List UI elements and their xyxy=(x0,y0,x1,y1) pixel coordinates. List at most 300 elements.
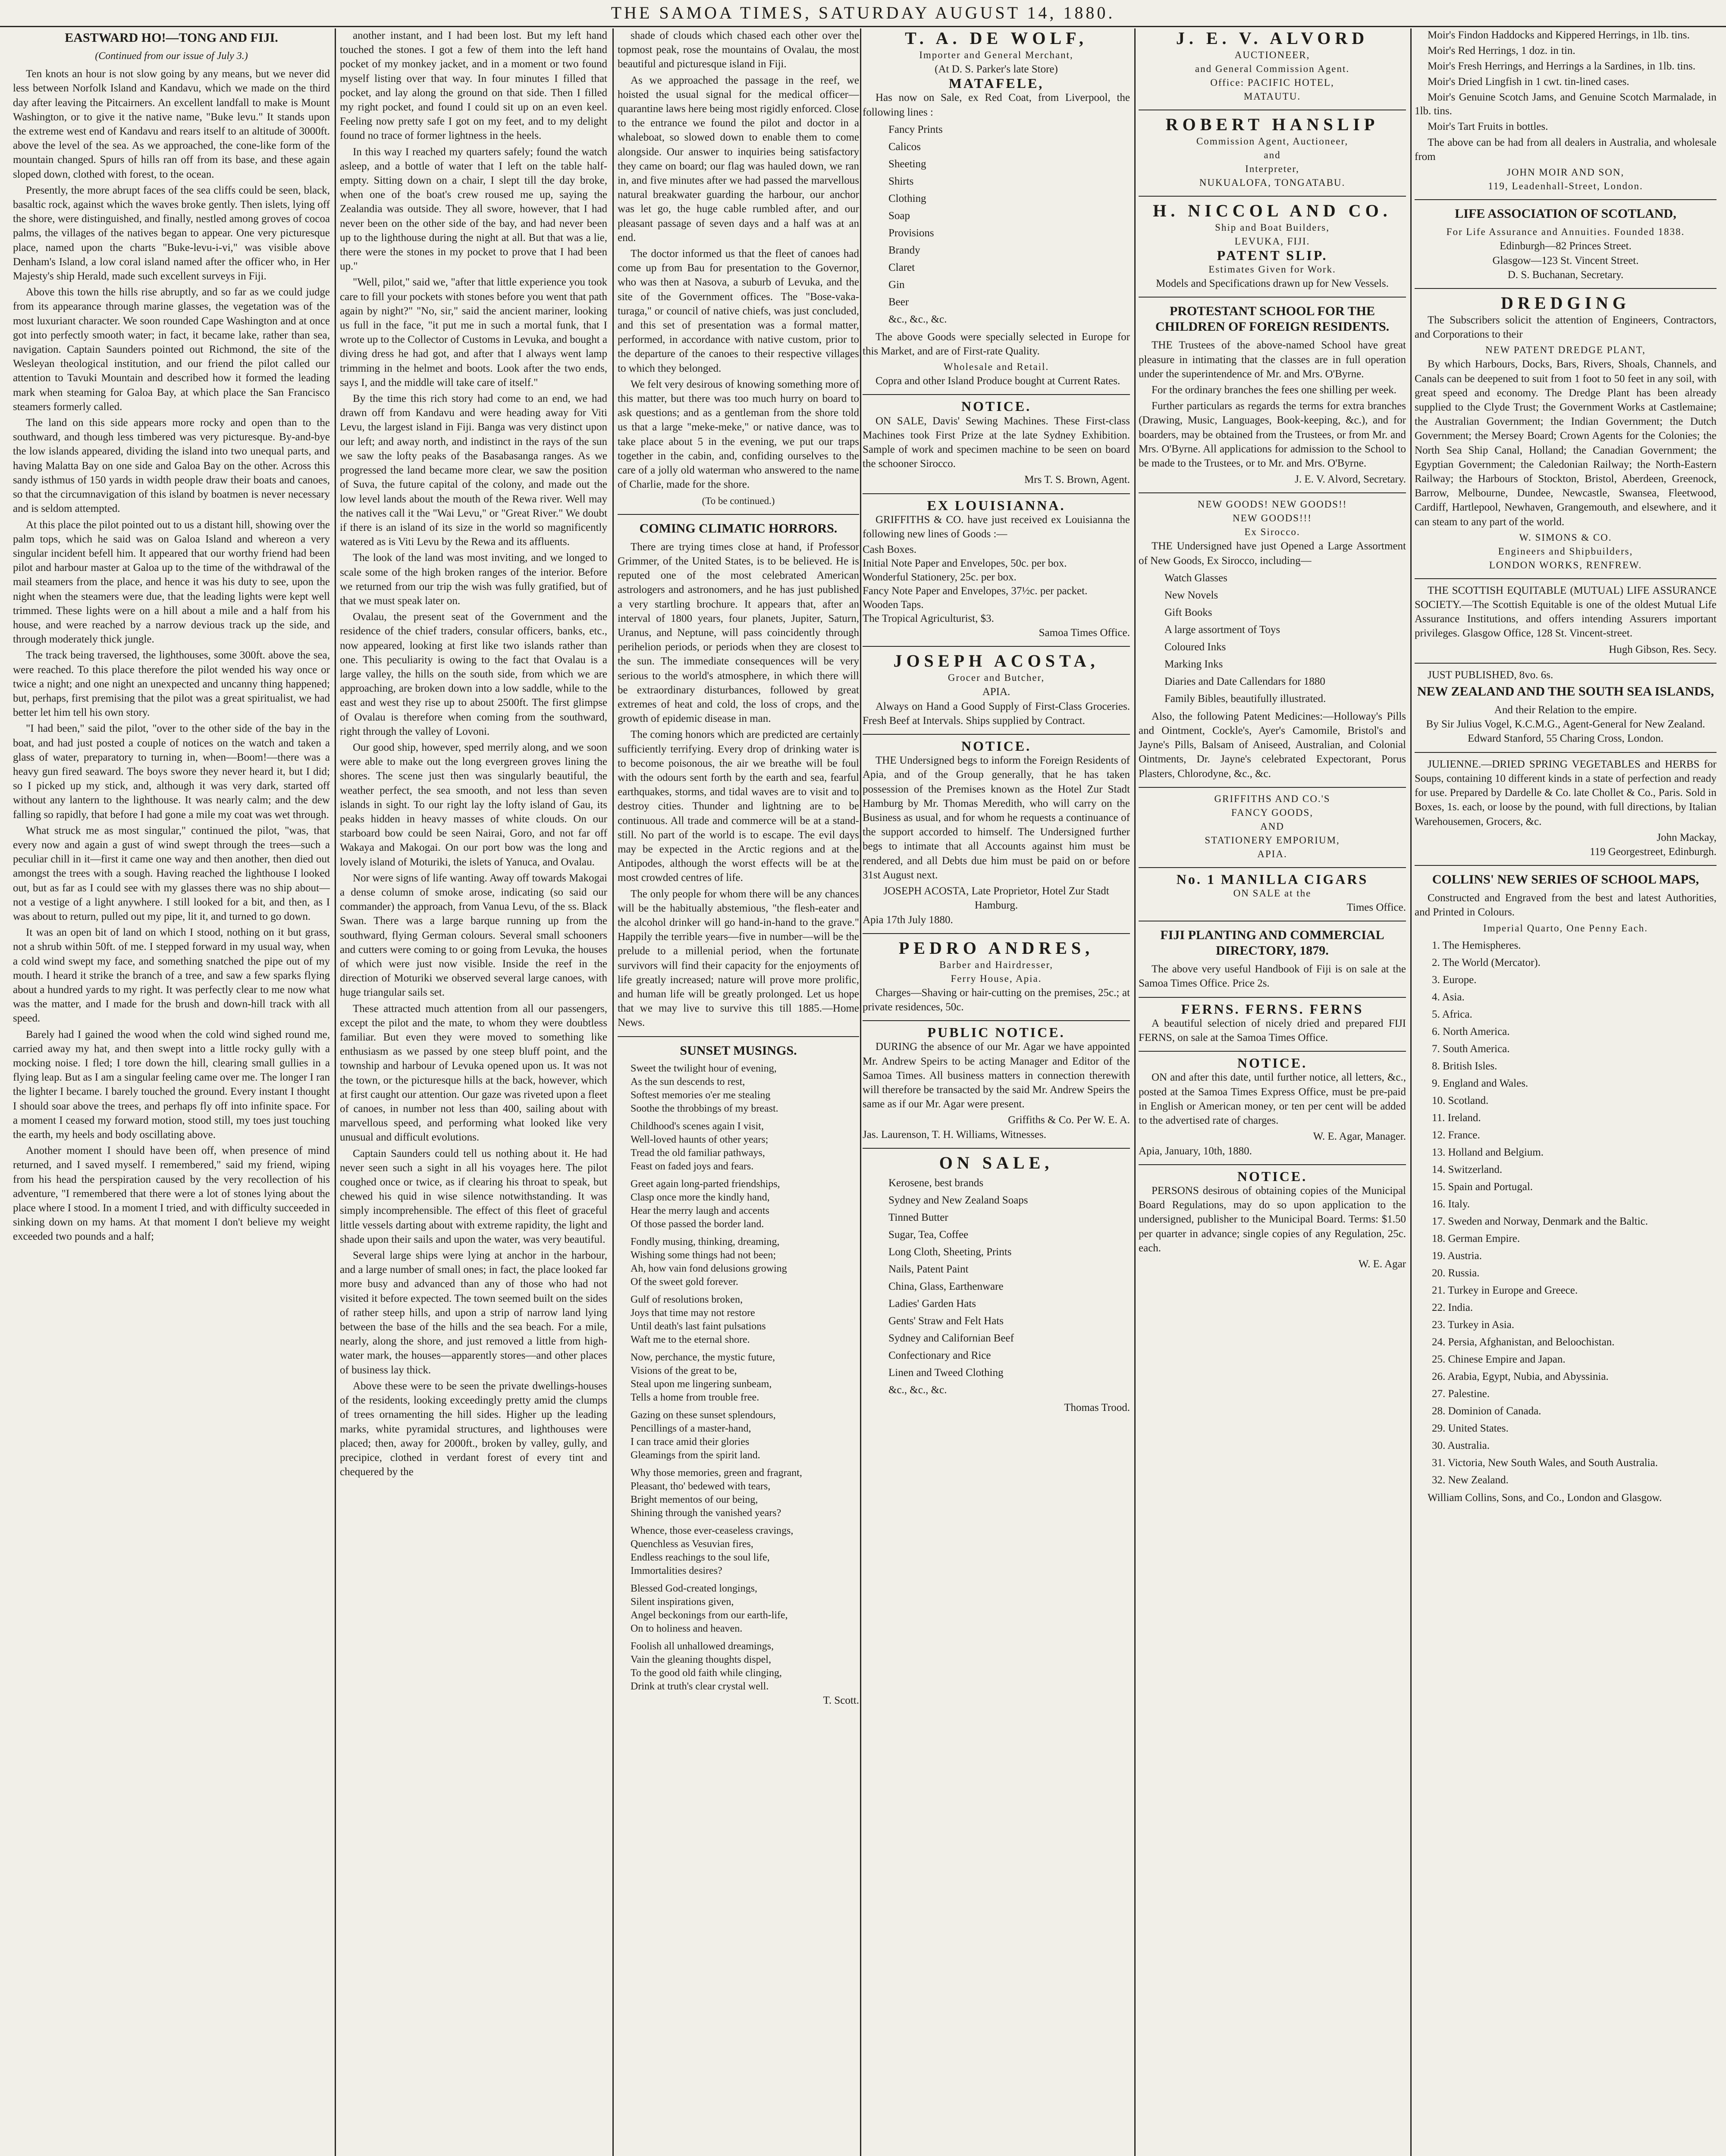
list-item: 28. Dominion of Canada. xyxy=(1432,1405,1541,1417)
notice-text: ON SALE, Davis' Sewing Machines. These First-class Machines took First Prize at the late Sydney Exhibition. Sample of work and specimen machine to be seen on board the schooner Sirocco. xyxy=(863,415,1130,470)
collins-ad xyxy=(1415,865,1717,1505)
list-item: Moir's Dried Lingfish in 1 cwt. tin-lined cases. xyxy=(1428,76,1629,88)
dewolf-place: MATAFELE, xyxy=(948,75,1044,91)
andres-place: Ferry House, Apia. xyxy=(951,973,1042,984)
paragraph: "Well, pilot," said we, "after that little experience you took care to fill your pockets with stones before you went that path again by night?" "No, sir," said the ancient mariner, looking us full in the face, "it put me in such a mortal funk, that I wrote up to the Collector of Customs in Levuka, and bought a diving dress he had got, and after that I always went lamp trimming in the helmet and boots. Look after the two ends, says I, and the middle will take care of itself." xyxy=(340,276,607,389)
paragraph: Presently, the more abrupt faces of the sea cliffs could be seen, black, basaltic rock, against which the waves broke gently. Then islets, lying off the shore, were distinguished, and finally, nestled among groves of cocoa palms, the villages of the natives began to appear. One very picturesque place, named upon the charts "Buke-levu-i-vi," was visible above Denham's Island, a low coral island named after the officer who, in Her Majesty's ship Herald, made such excellent surveys in Fiji. xyxy=(13,184,330,282)
list-item: Linen and Tweed Clothing xyxy=(888,1366,1004,1379)
dewolf-ad xyxy=(863,28,1130,388)
newgoods-text2: Also, the following Patent Medicines:—Holloway's Pills and Ointment, Cockle's, Ayer's Camomile, Bristol's and Jayne's Pills, Balsam of Aniseed, Australian, and Colonial Ointments, Dr. Jayne's celebrated Expectorant, Porus Plasters, Chlorodyne, &c., &c. xyxy=(1139,710,1406,780)
manilla-sale: ON SALE at the xyxy=(1233,888,1312,899)
emporium-l1: GRIFFITHS AND CO.'S xyxy=(1214,793,1331,804)
acosta-place: APIA. xyxy=(982,686,1010,698)
julienne-sign: John Mackay, xyxy=(1657,831,1717,843)
list-item: Confectionary and Rice xyxy=(888,1349,991,1361)
published-text: JUST PUBLISHED, 8vo. 6s. xyxy=(1428,669,1553,681)
notice-sign: W. E. Agar xyxy=(1358,1258,1406,1270)
dredging-text: The Subscribers solicit the attention of Engineers, Contractors, and Corporations to their xyxy=(1415,314,1717,341)
poem-line: Drink at truth's clear crystal well. xyxy=(631,1680,769,1692)
onsale-items xyxy=(863,1175,1130,1399)
notice-sign: Mrs T. S. Brown, Agent. xyxy=(1024,474,1130,486)
notice-date: Apia 17th July 1880. xyxy=(863,914,953,926)
collins-title: COLLINS' NEW SERIES OF SCHOOL MAPS, xyxy=(1432,872,1699,887)
louisianna-items xyxy=(863,543,1130,626)
list-item: Sydney and Californian Beef xyxy=(888,1332,1014,1344)
ferns-ad xyxy=(1139,997,1406,1045)
published-sub: And their Relation to the empire. xyxy=(1494,704,1637,716)
poem-line: Steal upon me lingering sunbeam, xyxy=(631,1378,772,1390)
column-4 xyxy=(863,28,1130,2156)
directory-text: The above very useful Handbook of Fiji is on sale at the Samoa Times Office. Price 2s. xyxy=(1139,963,1406,990)
list-item: Clothing xyxy=(888,192,926,204)
manilla-ad xyxy=(1139,867,1406,915)
public-title: PUBLIC NOTICE. xyxy=(927,1025,1065,1040)
poem-line: Bright mementos of our being, xyxy=(631,1494,758,1505)
hanslip-ad xyxy=(1139,110,1406,190)
manilla-title: No. 1 MANILLA CIGARS xyxy=(1176,871,1368,887)
poem-line: Greet again long-parted friendships, xyxy=(631,1178,780,1190)
poem-line xyxy=(618,1116,859,1120)
list-item: &c., &c., &c. xyxy=(888,1384,947,1396)
poem-line: Angel beckonings from our earth-life, xyxy=(631,1609,788,1621)
continued-note: (To be continued.) xyxy=(702,495,775,506)
list-item: 22. India. xyxy=(1432,1301,1473,1313)
notice-text: PERSONS desirous of obtaining copies of the Municipal Board Regulations, may do so upon application to the undersigned, publisher to the Municipal Board. Terms: $1.50 per quarter in advance; single copies of any Regulation, 25c. each. xyxy=(1139,1185,1406,1254)
paragraph: Our good ship, however, sped merrily along, and we soon were able to make out the long evergreen groves lining the shores. The scene just then was singularly beautiful, the weather perfect, the sea smooth, and not less than seven islands in sight. To our right lay the lofty island of Gau, its peaks hidden in heavy masses of white clouds. On our starboard bow could be seen Nairai, Goro, and not far off Wakaya and Makogai. On our port bow was the long and lovely island of Moturiki, the islets of Yanuca, and Ovalau. xyxy=(340,741,607,868)
list-item: Fancy Prints xyxy=(888,123,943,135)
list-item: The Tropical Agriculturist, $3. xyxy=(863,613,994,625)
alvord-desc1: AUCTIONEER, xyxy=(1234,50,1310,60)
list-item: 14. Switzerland. xyxy=(1432,1163,1503,1175)
list-item: Coloured Inks xyxy=(1164,641,1226,653)
list-item: 31. Victoria, New South Wales, and South Australia. xyxy=(1432,1457,1658,1469)
poem-line: Shining through the vanished years? xyxy=(631,1507,781,1519)
poem-line xyxy=(618,1173,859,1178)
paragraph: Captain Saunders could tell us nothing about it. He had never seen such a sight in all his voyages here. The pilot coughed once or twice, as if clearing his throat to speak, but chewed his quid in wise silence notwithstanding. It was simply incomprehensible. The effect of this fleet of graceful little vessels darting about with extreme rapidity, the light and shade upon their sails and upon the water, was very beautiful. xyxy=(340,1147,607,1245)
notice-title: NOTICE. xyxy=(961,398,1032,414)
julienne-ad xyxy=(1415,752,1717,859)
list-item: Sugar, Tea, Coffee xyxy=(888,1228,969,1241)
poem-line: Gleamings from the spirit land. xyxy=(631,1449,760,1461)
list-item: 5. Africa. xyxy=(1432,1008,1472,1020)
list-item: Gents' Straw and Felt Hats xyxy=(888,1315,1004,1327)
masthead: THE SAMOA TIMES, SATURDAY AUGUST 14, 1880. xyxy=(0,0,1726,27)
list-item: Moir's Fresh Herrings, and Herrings a la Sardines, in 1lb. tins. xyxy=(1428,60,1696,72)
paragraph: Ten knots an hour is not slow going by any means, but we never did less between Norfolk Island and Kandavu, which we made on the third day after leaving the Pitcairners. An excellent landfall to make is Mount Washington, or to give it the native name, "Buke levu." It stands upon the extreme west end of Kandavu and rears itself to an altitude of 3000ft. above the level of the sea. As we approached, the cone-like form of the mountain changed. Spurs of hills ran off from its base, and these again sloped down, clothed with forest, to the ocean. xyxy=(13,68,330,180)
list-item: 9. England and Wales. xyxy=(1432,1077,1528,1089)
paragraph: The track being traversed, the lighthouses, some 300ft. above the sea, were reached. To this place therefore the pilot wended his way once or twice a night; and one night an unexpected and uncanny thing happened; but, perhaps, first premising that the pilot was a great spiritualist, we had better let him tell his own story. xyxy=(13,649,330,719)
list-item: Long Cloth, Sheeting, Prints xyxy=(888,1246,1012,1258)
paragraph: By the time this rich story had come to an end, we had drawn off from Kandavu and were heading away for Viti Levu, the largest island in Fiji. Banga was very distinct upon our left; and away north, and indistinct in the rays of the sun we saw the lofty peaks of the Basabasanga ranges. As we progressed the land became more clear, we saw the position of Suva, the future capital of the colony, and made out the low level lands about the mouth of the Rewa river. Well may the natives call it the "Wai Levu," or "Great River." We doubt if there is an island of its size in the world so magnificently watered as is Viti Levu by the Rewa and its affluents. xyxy=(340,393,607,548)
list-item: 25. Chinese Empire and Japan. xyxy=(1432,1353,1566,1365)
poem-line: Why those memories, green and fragrant, xyxy=(631,1467,802,1479)
paragraph: There are trying times close at hand, if Professor Grimmer, of the United States, is to be believed. He is reputed one of the most celebrated American astrologers and astronomers, and he has just published a very startling brochure. It appears that, after an interval of 1800 years, four planets, Jupiter, Saturn, Uranus, and Neptune, will pass coincidently through perihelion periods, or periods when they are closest to the sun. The immediate consequences will be very serious to the world's atmosphere, in which there will be extraordinary disturbances, followed by great extremes of heat and cold, the loss of crops, and the growth of epidemic disease in man. xyxy=(618,541,859,725)
hanslip-and: and xyxy=(1264,150,1281,160)
niccol-name: H. NICCOL AND CO. xyxy=(1153,201,1392,220)
poem-line: Until death's last faint pulsations xyxy=(631,1320,766,1332)
list-item: 24. Persia, Afghanistan, and Beloochistan. xyxy=(1432,1336,1615,1348)
list-item: Fancy Note Paper and Envelopes, 37½c. per packet. xyxy=(863,585,1088,597)
article-title: EASTWARD HO!—TONG AND FIJI. xyxy=(65,31,278,45)
hanslip-desc: Commission Agent, Auctioneer, xyxy=(1196,136,1349,147)
list-item: &c., &c., &c. xyxy=(888,313,947,325)
notice-municipal xyxy=(1139,1164,1406,1271)
notice-sign: JOSEPH ACOSTA, Late Proprietor, Hotel Zur Stadt Hamburg. xyxy=(883,885,1109,912)
directory-title: FIJI PLANTING AND COMMERCIAL DIRECTORY, 1879. xyxy=(1160,928,1384,958)
paragraph: Above these were to be seen the private dwellings-houses of the residents, looking exceedingly pretty amid the clumps of trees ornamenting the hill sides. Higher up the leading marks, white pyramidal structures, and lighthouses were placed; then, away for 2000ft., broken by valley, gully, and precipice, clothed in verdant forest of every tint and chequered by the xyxy=(340,1380,607,1478)
poem-line: Well-loved haunts of other years; xyxy=(631,1134,769,1145)
list-item: 16. Italy. xyxy=(1432,1198,1470,1210)
paragraph: The coming honors which are predicted are certainly sufficiently terrifying. Every drop of drinking water is to become poisonous, the air we breathe will be foul with the odours sent forth by the earth and sea, fearful earthquakes, storms, and tidal waves are to visit and to destroy cities. Thunder and lightning are to be continuous. All trade and commerce will be at a stand-still. No part of the world is to escape. The evil days may be expected in the Arctic regions and at the Antipodes, although the worst effects will be at the most crowded centres of life. xyxy=(618,729,859,884)
acosta-name: JOSEPH ACOSTA, xyxy=(893,651,1099,671)
niccol-place: LEVUKA, FIJI. xyxy=(1234,236,1310,247)
paragraph: Another moment I should have been off, when presence of mind returned, and I saved myself. I remembered," said my friend, wiping from his head the perspiration caused by the very recollection of his adventure, "I remembered that there were a lot of stones lying about the place where I stood. In a moment I tried, and with difficulty succeeded in sinking down on my hams. At that moment I don't believe my weight exceeded two pounds and a half; xyxy=(13,1145,330,1243)
dredging-text2: By which Harbours, Docks, Bars, Rivers, Shoals, Channels, and Canals can be deepened to suit from 1 foot to 50 feet in any soil, with great speed and economy. The Dredge Plant has been already supplied to the Clyde Trust; the Government Works at Castlemaine; the Australian Government; the Indian Government; the Dutch Government; the Mersey Board; Crown Agents for the Colonies; the North Sea Ship Canal, Holland; the Canadian Government; the Egyptian Government; the Caledonian Railway; the North-Eastern Railway; the Harbours of Stockton, Bristol, Aberdeen, Greenock, Barrow, Melbourne, Dundee, Newcastle, Swansea, Fleetwood, Cardiff, Hartlepool, Newhaven, Grangemouth, and elsewhere, and it can steam to any part of the world. xyxy=(1415,358,1717,528)
onsale-title: ON SALE, xyxy=(939,1153,1054,1172)
list-item: Calicos xyxy=(888,141,921,153)
acosta-desc: Grocer and Butcher, xyxy=(948,672,1045,683)
moir-note: The above can be had from all dealers in Australia, and wholesale from xyxy=(1415,137,1717,163)
list-item: 20. Russia. xyxy=(1432,1267,1480,1279)
list-item: 32. New Zealand. xyxy=(1432,1474,1509,1486)
list-item: China, Glass, Earthenware xyxy=(888,1280,1004,1292)
list-item: 1. The Hemispheres. xyxy=(1432,939,1521,951)
list-item: Provisions xyxy=(888,227,934,239)
school-title: PROTESTANT SCHOOL FOR THE CHILDREN OF FOREIGN RESIDENTS. xyxy=(1155,304,1390,334)
louisianna-title: EX LOUISIANNA. xyxy=(927,497,1066,513)
column-rule xyxy=(860,28,861,2156)
poem-line: Wishing some things had not been; xyxy=(631,1249,776,1261)
list-item: Sydney and New Zealand Soaps xyxy=(888,1194,1028,1206)
article-body-continued xyxy=(340,28,607,1479)
poem-line: Gazing on these sunset splendours, xyxy=(631,1409,776,1421)
list-item: Claret xyxy=(888,261,915,273)
directory-ad xyxy=(1139,921,1406,990)
paragraph: These attracted much attention from all our passengers, except the pilot and the mate, to whom they were doubtless familiar. But even they were moved to something like enthusiasm as we passed by one steep bluff point, and the township and harbour of Levuka opened upon us. It was not the town, or the picturesque hills at the back, however, which at first caught our attention. Our gaze was riveted upon a fleet of canoes, in number not less than 400, sailing about with marvellous speed, and performing what looked like very unusual and difficult evolutions. xyxy=(340,1003,607,1144)
paragraph: The land on this side appears more rocky and open than to the southward, and though less timbered was very picturesque. By-and-bye the low islands appeared, dividing the island into two unequal parts, and having Malatta Bay on one side and Galoa Bay on the other. Across this sandy isthmus of 150 yards in width people draw their boats and canoes, so that the circumnavigation of this island by boatmen is never necessary and is seldom attempted. xyxy=(13,417,330,515)
poem-line xyxy=(618,1289,859,1293)
julienne-text: JULIENNE.—DRIED SPRING VEGETABLES and HERBS for Soups, containing 10 different kinds in a state of perfection and ready for use. Prepared by Dardelle & Co. late Chollet & Co., Paris. Sold in Boxes, 1s. each, or loose by the pound, with full directions, by Italian Warehousemen, Grocers, &c. xyxy=(1415,758,1717,827)
public-notice xyxy=(863,1020,1130,1142)
life-sub: For Life Assurance and Annuities. Founded 1838. xyxy=(1446,226,1685,238)
dewolf-note: The above Goods were specially selected in Europe for this Market, and are of First-rate Quality. xyxy=(863,331,1130,357)
newgoods-ex: Ex Sirocco. xyxy=(1244,526,1300,538)
list-item: Moir's Genuine Scotch Jams, and Genuine Scotch Marmalade, in 1lb. tins. xyxy=(1415,91,1717,117)
list-item: Watch Glasses xyxy=(1164,572,1227,584)
newgoods-ad xyxy=(1139,492,1406,780)
andres-ad xyxy=(863,933,1130,1014)
poem-line: Tells a home from trouble free. xyxy=(631,1391,759,1403)
list-item: Family Bibles, beautifully illustrated. xyxy=(1164,693,1326,705)
dewolf-name: T. A. DE WOLF, xyxy=(905,28,1088,48)
list-item: 15. Spain and Portugal. xyxy=(1432,1181,1533,1193)
poem-line: Pleasant, tho' bedewed with tears, xyxy=(631,1480,771,1492)
paragraph: What struck me as most singular," continued the pilot, "was, that every now and again a gust of wind swept through the trees—such a peculiar chill in it—first it came one way and then another, then died out amongst the trees with a sough. Having reached the lighthouse I looked out, but as far as I could see with my glasses there was no ship about—not a vestige of a light anywhere. I still looked for a bit, and then, as I was about to return, pulled out my pipe, lit it, and turned to go down. xyxy=(13,824,330,922)
hanslip-interp: Interpreter, xyxy=(1245,163,1299,174)
notice-postal xyxy=(1139,1051,1406,1158)
alvord-office: Office: PACIFIC HOTEL, xyxy=(1210,77,1334,88)
school-text3: Further particulars as regards the terms for extra branches (Drawing, Music, Languages, Book-keeping, &c.), and for boarders, may be obtained from the Trustees, or from Mr. and Mrs. O'Byrne. All applications for admission to the School to be made to the Trustees, or to Mr. and Mrs. O'Byrne. xyxy=(1139,400,1406,470)
list-item: 8. British Isles. xyxy=(1432,1060,1497,1072)
newgoods-title: NEW GOODS! NEW GOODS!! xyxy=(1197,499,1347,510)
list-item: Moir's Tart Fruits in bottles. xyxy=(1428,121,1548,132)
column-5 xyxy=(1139,28,1406,2156)
published-author: By Sir Julius Vogel, K.C.M.G., Agent-General for New Zealand. xyxy=(1426,718,1705,730)
scottish-ad xyxy=(1415,578,1717,657)
list-item: 11. Ireland. xyxy=(1432,1112,1481,1124)
list-item: Wooden Taps. xyxy=(863,599,924,611)
column-3 xyxy=(618,28,859,2156)
poem-line: Visions of the great to be, xyxy=(631,1365,737,1376)
poem-line: Hear the merry laugh and accents xyxy=(631,1205,769,1216)
poem-line: Pencillings of a master-hand, xyxy=(631,1423,751,1434)
moir-items xyxy=(1415,28,1717,134)
life-title: LIFE ASSOCIATION OF SCOTLAND, xyxy=(1455,207,1676,221)
life-addr1: Edinburgh—82 Princes Street. xyxy=(1500,240,1632,252)
acosta-text: Always on Hand a Good Supply of First-Class Groceries. Fresh Beef at Intervals. Ships supplied by Contract. xyxy=(863,700,1130,727)
louisianna-text: GRIFFITHS & CO. have just received ex Louisianna the following new lines of Goods :— xyxy=(863,514,1130,540)
scottish-sign: Hugh Gibson, Res. Secy. xyxy=(1609,643,1717,655)
paragraph: another instant, and I had been lost. But my left hand touched the stones. I got a few of them into the left hand pocket of my monkey jacket, and in a moment or two found myself listing over that way. In four minutes I filled that pocket, and lay along the ground on that side. Then I filled my right pocket, and found I could sit up on an even keel. Feeling now pretty safe I got on my feet, and to my delight found no trace of former lightness in the heels. xyxy=(340,30,607,142)
paragraph: Several large ships were lying at anchor in the harbour, and a large number of small ones; in fact, the place looked far more busy and advanced than any of those who had not visited it before expected. The town seemed built on the sides of rather steep hills, and upon a strip of narrow land lying between the base of the hills and the sea beach. For a mile, nearly, along the shore, and just removed a little from high-water mark, the houses—apparently stores—and other places of business lay thick. xyxy=(340,1250,607,1376)
notice-sewing xyxy=(863,394,1130,487)
emporium-l5: APIA. xyxy=(1257,848,1287,859)
column-6 xyxy=(1415,28,1717,2156)
column-rule xyxy=(335,28,336,2156)
list-item: 4. Asia. xyxy=(1432,991,1465,1003)
poem-title: SUNSET MUSINGS. xyxy=(680,1043,797,1058)
life-addr2: Glasgow—123 St. Vincent Street. xyxy=(1492,254,1639,266)
list-item: Diaries and Date Callendars for 1880 xyxy=(1164,675,1325,687)
poem-line: Foolish all unhallowed dreamings, xyxy=(631,1640,774,1652)
list-item: 23. Turkey in Asia. xyxy=(1432,1319,1515,1331)
list-item: Brandy xyxy=(888,244,920,256)
list-item: 30. Australia. xyxy=(1432,1439,1490,1451)
poem-line: Childhood's scenes again I visit, xyxy=(631,1120,764,1132)
dredging-plant: NEW PATENT DREDGE PLANT, xyxy=(1485,345,1646,356)
notice-date: Apia, January, 10th, 1880. xyxy=(1139,1145,1252,1157)
dewolf-addr: (At D. S. Parker's late Store) xyxy=(935,63,1058,75)
poem-line: Joys that time may not restore xyxy=(631,1307,755,1319)
collins-maps xyxy=(1415,937,1717,1489)
andres-name: PEDRO ANDRES, xyxy=(898,938,1094,958)
dewolf-wholesale: Wholesale and Retail. xyxy=(943,361,1049,373)
paragraph: Above this town the hills rise abruptly, and so far as we could judge from its appearance through marine glasses, the vegetation was of the most luxuriant character. We soon rounded Cape Washington and at once got into perfectly smooth water; in fact, it became lake, rather than sea, navigation. Captain Saunders pointed out Richmond, the site of the Wesleyan theological institution, and our friend the pilot called our attention to Tavuki Mountain and described how it formed the leading mark when steaming for Galoa Bay, at which place the San Francisco steamers formerly called. xyxy=(13,286,330,413)
poem-line: Clasp once more the kindly hand, xyxy=(631,1191,770,1203)
poem-line: On to holiness and heaven. xyxy=(631,1623,743,1634)
article-subtitle: (Continued from our issue of July 3.) xyxy=(95,50,248,62)
paragraph: The only people for whom there will be any chances will be the habitually abstemious, "the flesh-eater and the alcohol drinker will go hand-in-hand to the grave." Happily the terrible years—five in number—will be the prelude to a millenial period, when the fortunate survivors will find their capacity for the enjoyments of life greatly increased; nature will prove more prolific, and human life will be greatly prolonged. Let us hope that we may live to survive this till 1885.—Home News. xyxy=(618,888,859,1029)
school-text2: For the ordinary branches the fees one shilling per week. xyxy=(1152,384,1396,396)
life-sign: D. S. Buchanan, Secretary. xyxy=(1507,269,1624,281)
list-item: 7. South America. xyxy=(1432,1043,1510,1055)
paragraph: We felt very desirous of knowing something more of this matter, but there was too much hurry on board to ask questions; and as a gentleman from the shore told us that a large "meke-meke," or native dance, was to take place about 5 in the evening, we put our traps together in the cabin, and, confiding ourselves to the care of a jolly old waterman who answered to the name of Charlie, made for the shore. xyxy=(618,378,859,491)
list-item: Initial Note Paper and Envelopes, 50c. per box. xyxy=(863,558,1067,570)
poem-line xyxy=(618,1578,859,1582)
poem-line xyxy=(618,1520,859,1524)
public-text: DURING the absence of our Mr. Agar we have appointed Mr. Andrew Speirs to be acting Manager and Editor of the Samoa Times. All business matters in connection therewith will therefore be transacted by the said Mr. Andrew Speirs the same as if our Mr. Agar were present. xyxy=(863,1041,1130,1110)
notice-title: NOTICE. xyxy=(1237,1055,1308,1071)
collins-sign: William Collins, Sons, and Co., London and Glasgow. xyxy=(1428,1492,1662,1504)
list-item: Beer xyxy=(888,296,909,308)
dredging-sign2: Engineers and Shipbuilders, xyxy=(1498,545,1633,557)
niccol-models: Models and Specifications drawn up for New Vessels. xyxy=(1156,278,1389,290)
poem-signature: T. Scott. xyxy=(823,1694,859,1706)
climatic-body xyxy=(618,540,859,1030)
onsale-ad xyxy=(863,1148,1130,1415)
dewolf-intro: Has now on Sale, ex Red Coat, from Liverpool, the following lines : xyxy=(863,92,1130,118)
article-body-end xyxy=(618,28,859,492)
poem-line xyxy=(618,1347,859,1351)
alvord-name: J. E. V. ALVORD xyxy=(1176,28,1369,48)
list-item: Wonderful Stationery, 25c. per box. xyxy=(863,571,1017,583)
ferns-text: A beautiful selection of nicely dried and prepared FIJI FERNS, on sale at the Samoa Times Office. xyxy=(1139,1017,1406,1044)
newgoods-items xyxy=(1139,570,1406,708)
notice-hotel xyxy=(863,734,1130,927)
poem-line: Soothe the throbbings of my breast. xyxy=(631,1103,778,1114)
notice-title: NOTICE. xyxy=(1237,1168,1308,1184)
paragraph: The doctor informed us that the fleet of canoes had come up from Bau for presentation to the Governor, who was then at Nasova, a suburb of Levuka, and the site of the Government offices. The "Bose-vaka-turaga," or council of native chiefs, was just concluded, and this set of presentation was a formal matter, performed, in accordance with native custom, prior to the departure of the canoes to their respective villages to which they belonged. xyxy=(618,248,859,374)
list-item: 10. Scotland. xyxy=(1432,1094,1489,1106)
list-item: New Novels xyxy=(1164,589,1218,601)
list-item: 19. Austria. xyxy=(1432,1250,1482,1262)
hanslip-name: ROBERT HANSLIP xyxy=(1165,115,1379,134)
scottish-text: THE SCOTTISH EQUITABLE (MUTUAL) LIFE ASSURANCE SOCIETY.—The Scottish Equitable is one of the oldest Mutual Life Assurance Institutions, and offers intending Assurers important privileges. Glasgow Office, 128 St. Vincent-street. xyxy=(1415,584,1717,639)
niccol-ad xyxy=(1139,196,1406,291)
dewolf-items xyxy=(863,121,1130,328)
list-item: Kerosene, best brands xyxy=(888,1177,984,1189)
list-item: Shirts xyxy=(888,175,914,187)
poem-line xyxy=(618,1404,859,1409)
poem-line: Gulf of resolutions broken, xyxy=(631,1294,743,1305)
onsale-sign: Thomas Trood. xyxy=(1064,1401,1130,1413)
school-ad xyxy=(1139,297,1406,486)
manilla-office: Times Office. xyxy=(1346,902,1406,914)
ferns-title: FERNS. FERNS. FERNS xyxy=(1181,1001,1364,1017)
poem-line: Immortalities desires? xyxy=(631,1565,722,1576)
notice-title: NOTICE. xyxy=(961,738,1032,754)
paragraph: Ovalau, the present seat of the Government and the residence of the chief traders, consular officers, banks, etc., now appeared, looking at first like two islands rather than one. This peculiarity is owing to the fact that Ovalau is a large valley, the hills on the south side, from which we are approaching, are broken down into a low saddle, while to the east and west they rise up to about 2500ft. The first glimpse of Ovalau is therefore when coming from the southward, right through the valley of Lovoni. xyxy=(340,611,607,737)
poem-line xyxy=(618,1636,859,1640)
list-item: Cash Boxes. xyxy=(863,544,916,556)
list-item: Nails, Patent Paint xyxy=(888,1263,969,1275)
poem-line: Now, perchance, the mystic future, xyxy=(631,1351,775,1363)
public-sign: Griffiths & Co. Per W. E. A. xyxy=(1008,1114,1130,1126)
andres-desc: Barber and Hairdresser, xyxy=(939,959,1054,970)
poem-line: I can trace amid their glories xyxy=(631,1436,750,1448)
paragraph: Nor were signs of life wanting. Away off towards Makogai a dense column of smoke arose, indicating (so said our commander) the approach, from Vanua Levu, of the ss. Black Swan. There was a large barque running up from the southward, flying German colours. Several small schooners and cutters were coming to or going from Levuka, the houses of which were just now visible. Inside the reef in the direction of Moturiki we observed several large canoes, with huge triangular sails set. xyxy=(340,872,607,999)
article-body xyxy=(13,67,330,1244)
column-1 xyxy=(13,28,330,2156)
hanslip-place: NUKUALOFA, TONGATABU. xyxy=(1199,177,1346,188)
school-text: THE Trustees of the above-named School have great pleasure in intimating that the classes are in full operation under the superintendence of Mr. and Mrs. O'Byrne. xyxy=(1139,339,1406,380)
alvord-place: MATAUTU. xyxy=(1243,91,1301,102)
poem-line: Endless reachings to the soul life, xyxy=(631,1551,770,1563)
list-item: 21. Turkey in Europe and Greece. xyxy=(1432,1284,1578,1296)
emporium-l4: STATIONERY EMPORIUM, xyxy=(1205,834,1340,846)
list-item: 12. France. xyxy=(1432,1129,1480,1141)
niccol-desc: Ship and Boat Builders, xyxy=(1215,222,1330,233)
paragraph: As we approached the passage in the reef, we hoisted the usual signal for the medical officer—quarantine laws here being most rigidly enforced. Close to the entrance we found the pilot and doctor in a whaleboat, so slowed down to enable them to come alongside. Our answer to inquiries being satisfactory they came on board; our flag was hauled down, we ran in, and five minutes after we had passed the marvellous natural breakwater guarding the harbour, our anchor was let go, the huge cable rumbled after, and our pleasant passage of seven days and a half was at an end. xyxy=(618,74,859,244)
collins-imperial: Imperial Quarto, One Penny Each. xyxy=(1483,922,1648,934)
list-item: 17. Sweden and Norway, Denmark and the Baltic. xyxy=(1432,1215,1648,1227)
list-item: A large assortment of Toys xyxy=(1164,624,1280,636)
list-item: Gift Books xyxy=(1164,606,1212,618)
poem-line: Ah, how vain fond delusions growing xyxy=(631,1263,787,1274)
list-item: 3. Europe. xyxy=(1432,974,1477,986)
emporium-l3: AND xyxy=(1260,821,1284,832)
poem-line: Waft me to the eternal shore. xyxy=(631,1334,750,1345)
published-ad xyxy=(1415,663,1717,746)
alvord-desc2: and General Commission Agent. xyxy=(1195,63,1350,74)
newgoods-text: THE Undersigned have just Opened a Large Assortment of New Goods, Ex Sirocco, including— xyxy=(1139,540,1406,567)
list-item: Gin xyxy=(888,279,905,291)
dredging-ad xyxy=(1415,288,1717,572)
dredging-works: LONDON WORKS, RENFREW. xyxy=(1489,559,1642,570)
poem-line: Blessed God-created longings, xyxy=(631,1583,757,1594)
dredging-title: DREDGING xyxy=(1500,293,1631,313)
poem-line xyxy=(618,1231,859,1235)
paragraph: In this way I reached my quarters safely; found the watch asleep, and a bottle of water that I left on the table half-empty. Sitting down on a chair, I slept till the day broke, when one of the boat's crew roused me up, saying the Zealandia was outside. They all swore, however, that I had never been on the other side of the bay, and had never been up to the lighthouse during the night at all. But that was a lie, there were the stones in my pocket to prove that I had been up." xyxy=(340,146,607,273)
poem-line: Whence, those ever-ceaseless cravings, xyxy=(631,1525,794,1536)
poem-line: Quenchless as Vesuvian fires, xyxy=(631,1538,753,1550)
emporium-l2: FANCY GOODS, xyxy=(1231,807,1314,818)
list-item: 26. Arabia, Egypt, Nubia, and Abyssinia. xyxy=(1432,1370,1609,1382)
acosta-ad xyxy=(863,646,1130,728)
paragraph: At this place the pilot pointed out to us a distant hill, showing over the palm tops, which he said was on Galoa Island and whereon a very singular incident befell him. It appeared that our worthy friend had been pilot and harbour master at Galoa up to the time of the withdrawal of the mail steamers from the place, and hence it was his duty to see, upon the night when the steamers were due, that the leading lights were kept well trimmed. These lights were on a hill about a mile and a half from his house, and were reached by a narrow devious track up the side, and through moderately thick jungle. xyxy=(13,519,330,646)
poem-body xyxy=(618,1062,859,1693)
poem-line: Fondly musing, thinking, dreaming, xyxy=(631,1236,780,1247)
moir-sign: JOHN MOIR AND SON, xyxy=(1506,167,1625,178)
published-title: NEW ZEALAND AND THE SOUTH SEA ISLANDS, xyxy=(1417,684,1714,699)
paragraph: shade of clouds which chased each other over the topmost peak, rose the mountains of Ovalau, the most beautiful and picturesque island in Fiji. xyxy=(618,30,859,70)
notice-text: ON and after this date, until further notice, all letters, &c., posted at the Samoa Times Express Office, must be pre-paid in English or American money, or ten per cent will be added to the advertised rate of charges. xyxy=(1139,1072,1406,1127)
column-rule xyxy=(1410,28,1412,2156)
poem-line: Sweet the twilight hour of evening, xyxy=(631,1062,777,1074)
public-witness: Jas. Laurenson, T. H. Williams, Witnesses. xyxy=(863,1128,1046,1141)
moir-addr: 119, Leadenhall-Street, London. xyxy=(1488,181,1643,192)
poem-line: Silent inspirations given, xyxy=(631,1596,734,1608)
louisianna-ad xyxy=(863,493,1130,640)
poem-line xyxy=(618,1462,859,1467)
notice-text: THE Undersigned begs to inform the Foreign Residents of Apia, and of the Group generally, that he has taken possession of the Premises known as the Hotel Zur Stadt Hamburg by Mr. Thomas Meredith, who will carry on the Business as usual, and for whom he requests a continuance of the support accorded to himself. The Undersigned further begs to intimate that all Accounts against him must be rendered, and all Debts due him must be paid on or before 31st August next. xyxy=(863,755,1130,881)
column-rule xyxy=(1134,28,1136,2156)
paragraph: "I had been," said the pilot, "over to the other side of the bay in the boat, and had just posted a couple of notices on the watch and taken a glass of water, preparatory to turning in, when—Boom!—there was a heavy gun fired seaward. The boys swore they never heard it, but I did; so I picked up my stick, and, although it was very dark, started off without any lantern to the lighthouse. It was nearly calm; and the dew falling so rapidly, that before I had gone a mile my coat was wet through. xyxy=(13,723,330,821)
published-pub: Edward Stanford, 55 Charing Cross, London. xyxy=(1467,733,1664,745)
poem-line: Of the sweet gold forever. xyxy=(631,1276,738,1288)
list-item: Tinned Butter xyxy=(888,1211,948,1223)
column-2 xyxy=(340,28,607,2156)
list-item: Marking Inks xyxy=(1164,658,1223,670)
julienne-addr: 119 Georgestreet, Edinburgh. xyxy=(1590,846,1717,858)
list-item: Moir's Findon Haddocks and Kippered Herrings, in 1lb. tins. xyxy=(1428,29,1690,41)
poem-line: Tread the old familiar pathways, xyxy=(631,1147,765,1159)
list-item: 2. The World (Mercator). xyxy=(1432,956,1541,968)
alvord-ad xyxy=(1139,28,1406,103)
climatic-title: COMING CLIMATIC HORRORS. xyxy=(639,521,838,536)
paragraph: The look of the land was most inviting, and we longed to scale some of the high broken ranges of the interior. Before we returned from our trip the wish was fully gratified, but of that we must speak later on. xyxy=(340,552,607,607)
andres-text: Charges—Shaving or hair-cutting on the premises, 25c.; at private residences, 50c. xyxy=(863,987,1130,1013)
niccol-est: Estimates Given for Work. xyxy=(1208,264,1336,275)
dredging-sign: W. SIMONS & CO. xyxy=(1519,532,1612,543)
notice-sign: W. E. Agar, Manager. xyxy=(1313,1131,1406,1143)
list-item: Soap xyxy=(888,210,910,222)
list-item: Moir's Red Herrings, 1 doz. in tin. xyxy=(1428,45,1575,56)
school-sign: J. E. V. Alvord, Secretary. xyxy=(1295,473,1406,486)
paragraph: It was an open bit of land on which I stood, nothing on it but grass, not a shrub within 50ft. of me. I stepped forward in my usual way, when a cold wind swept my face, and something snatched the pipe out of my mouth. I heard it strike the branch of a tree, and saw a few sparks flying about a hundred yards to my right. It was perfectly clear to me now what was the matter, and I made for the brush and down-hill track with all speed. xyxy=(13,927,330,1025)
paragraph: Barely had I gained the wood when the cold wind sighed round me, carried away my hat, and then swept into a little rocky gully with a mocking noise. I fled; I tore down the hill, clearing small gullies in a flying leap. But as I am a singular feeling came over me. The longer I ran the lighter I became. I barely touched the ground. Every instant I thought I should soar above the trees, and perhaps fly off into infinite space. For a moment I ceased my forward motion, stood still, my toes just touching the earth, my heels and body oscillating above. xyxy=(13,1028,330,1141)
dewolf-copra: Copra and other Island Produce bought at Current Rates. xyxy=(876,375,1120,387)
